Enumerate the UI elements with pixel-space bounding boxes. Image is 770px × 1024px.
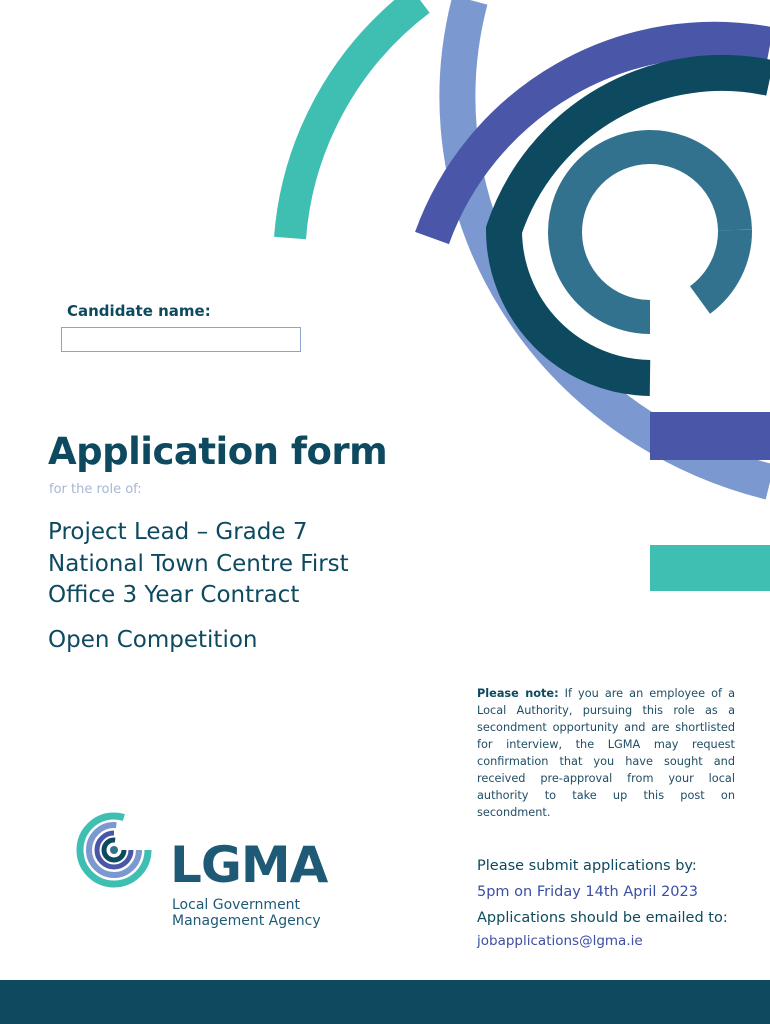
candidate-name-field[interactable]: [61, 327, 301, 352]
lgma-logo-icon: [70, 810, 162, 894]
teal-arc: [290, 0, 420, 238]
logo-name-line-2: Management Agency: [172, 913, 321, 929]
mid-teal-arc-end: [700, 230, 735, 300]
note-paragraph: [477, 685, 735, 821]
lgma-logo-subtitle: [172, 897, 321, 929]
submit-deadline: 5pm on Friday 14th April 2023: [477, 884, 698, 900]
note-text: If you are an employee of a Local Authority, pursuing this role as a secondment opportunity and are shortlisted for interview, the LGMA may request confirmation that you have sought and received pre-approval from your local authority to take up this post on secondment.: [477, 687, 735, 819]
role-line-2: National Town Centre First: [48, 550, 349, 577]
footer-bar: [0, 980, 770, 1024]
competition-type: Open Competition: [48, 627, 258, 653]
note-label: Please note:: [477, 687, 559, 700]
page-subtitle: for the role of:: [49, 482, 142, 497]
role-title: [48, 517, 349, 612]
email-link[interactable]: jobapplications@lgma.ie: [477, 933, 643, 949]
candidate-name-label: Candidate name:: [67, 302, 211, 320]
indigo-band: [650, 412, 770, 460]
submit-heading: Please submit applications by:: [477, 858, 697, 874]
role-line-1: Project Lead – Grade 7: [48, 519, 308, 545]
teal-band: [650, 545, 770, 591]
page-title: Application form: [48, 430, 388, 473]
role-line-3: Office 3 Year Contract: [48, 582, 300, 608]
email-heading: Applications should be emailed to:: [477, 910, 728, 926]
lgma-logo-text: LGMA: [170, 836, 328, 894]
logo-name-line-1: Local Government: [172, 897, 301, 913]
